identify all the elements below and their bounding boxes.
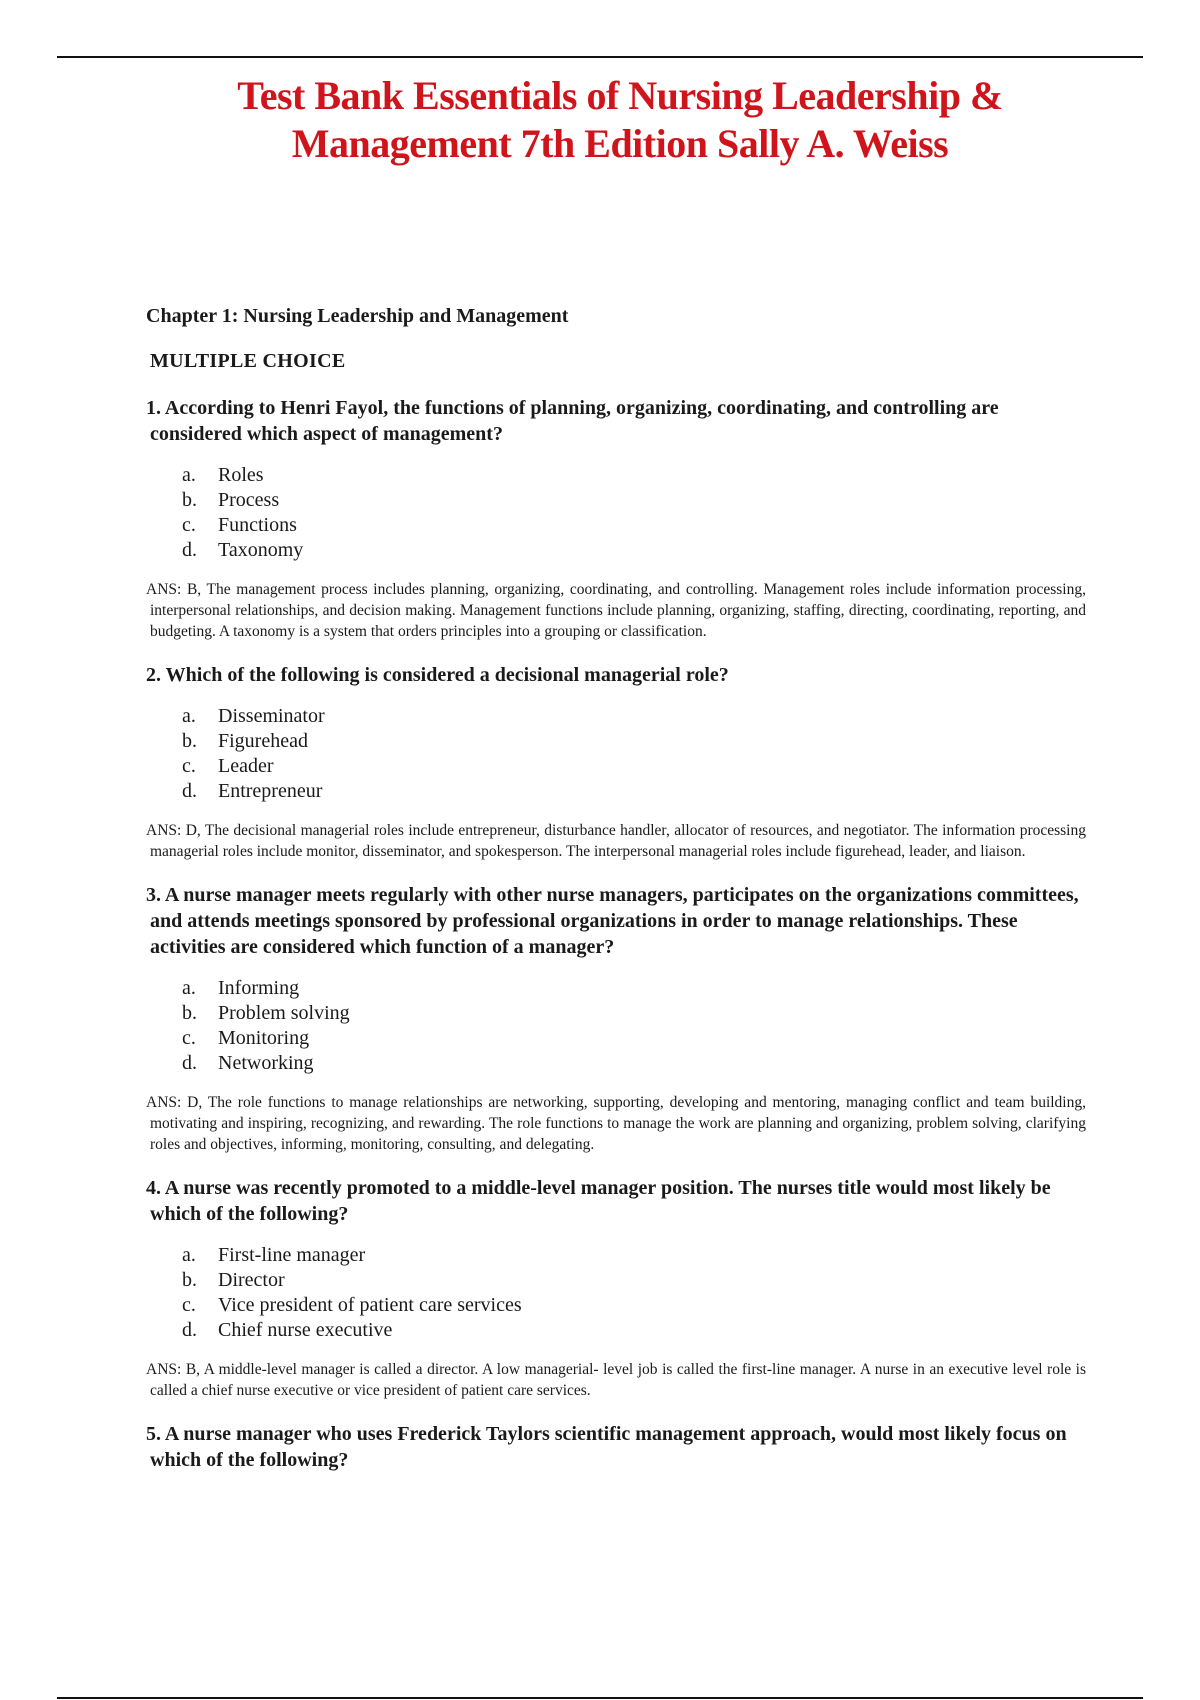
- option-a: [182, 1243, 1086, 1268]
- option-b: [182, 729, 1086, 754]
- option-a: [182, 704, 1086, 729]
- option-text: Taxonomy: [218, 539, 304, 561]
- option-letter: c.: [182, 1027, 196, 1049]
- option-c: [182, 754, 1086, 779]
- option-text: Roles: [218, 464, 264, 486]
- question-5: [146, 1421, 1086, 1473]
- option-d: [182, 779, 1086, 804]
- question-3: [146, 882, 1086, 1155]
- option-b: [182, 1268, 1086, 1293]
- option-b: [182, 1001, 1086, 1026]
- option-letter: c.: [182, 1294, 196, 1316]
- answer-options: [182, 976, 1086, 1076]
- option-letter: a.: [182, 464, 196, 486]
- option-letter: d.: [182, 1052, 197, 1074]
- option-text: Problem solving: [218, 1002, 350, 1024]
- option-text: Informing: [218, 977, 300, 999]
- option-letter: a.: [182, 705, 196, 727]
- option-letter: b.: [182, 1002, 197, 1024]
- question-text: 2. Which of the following is considered a decisional managerial role?: [146, 664, 729, 686]
- answer-explanation: ANS: D, The decisional managerial roles include entrepreneur, disturbance handler, allocator of resources, and negotiator. The information processing managerial roles include monitor, disseminator, and spokesperson. The interpersonal managerial roles include figurehead, leader, and liaison.: [146, 822, 1086, 860]
- option-d: [182, 1318, 1086, 1343]
- answer-explanation: ANS: B, The management process includes planning, organizing, coordinating, and controlling. Management roles include information processing, interpersonal relationships, and decision making. Management functions include planning, organizing, staffing, directing, coordinating, reporting, and budgeting. A taxonomy is a system that orders principles into a grouping or classification.: [146, 581, 1086, 640]
- option-letter: b.: [182, 489, 197, 511]
- answer-explanation: ANS: B, A middle-level manager is called a director. A low managerial- level job is called the first-line manager. A nurse in an executive level role is called a chief nurse executive or vice president of patient care services.: [146, 1361, 1086, 1399]
- option-letter: b.: [182, 1269, 197, 1291]
- option-letter: d.: [182, 780, 197, 802]
- top-rule: [57, 56, 1143, 58]
- answer-options: [182, 704, 1086, 804]
- option-text: Disseminator: [218, 705, 325, 727]
- document-body: [146, 305, 1086, 1493]
- option-text: Functions: [218, 514, 297, 536]
- option-c: [182, 513, 1086, 538]
- answer-options: [182, 1243, 1086, 1343]
- option-text: Monitoring: [218, 1027, 310, 1049]
- option-letter: b.: [182, 730, 197, 752]
- option-text: Process: [218, 489, 280, 511]
- option-letter: a.: [182, 977, 196, 999]
- option-c: [182, 1293, 1086, 1318]
- answer-explanation: ANS: D, The role functions to manage relationships are networking, supporting, developing and mentoring, managing conflict and team building, motivating and inspiring, recognizing, and rewarding. The role functions to manage the work are planning and organizing, problem solving, clarifying roles and objectives, informing, monitoring, consulting, and delegating.: [146, 1094, 1086, 1153]
- question-1: [146, 395, 1086, 642]
- question-2: [146, 662, 1086, 862]
- chapter-heading: Chapter 1: Nursing Leadership and Management: [146, 305, 569, 327]
- bottom-rule: [57, 1697, 1143, 1699]
- option-c: [182, 1026, 1086, 1051]
- option-letter: d.: [182, 1319, 197, 1341]
- question-text: 4. A nurse was recently promoted to a middle-level manager position. The nurses title would most likely be which of the following?: [146, 1177, 1051, 1225]
- option-a: [182, 976, 1086, 1001]
- option-a: [182, 463, 1086, 488]
- option-text: Chief nurse executive: [218, 1319, 393, 1341]
- question-text: 3. A nurse manager meets regularly with other nurse managers, participates on the organizations committees, and attends meetings sponsored by professional organizations in order to manage relationships. These activities are considered which function of a manager?: [146, 884, 1079, 958]
- question-4: [146, 1175, 1086, 1401]
- option-letter: a.: [182, 1244, 196, 1266]
- option-letter: c.: [182, 755, 196, 777]
- option-text: Entrepreneur: [218, 780, 323, 802]
- option-text: Vice president of patient care services: [218, 1294, 522, 1316]
- option-text: Leader: [218, 755, 274, 777]
- document-title: Test Bank Essentials of Nursing Leadership & Management 7th Edition Sally A. Weiss: [237, 73, 1003, 166]
- section-heading: MULTIPLE CHOICE: [150, 350, 346, 372]
- question-text: 1. According to Henri Fayol, the functions of planning, organizing, coordinating, and controlling are considered which aspect of management?: [146, 397, 999, 445]
- answer-options: [182, 463, 1086, 563]
- question-text: 5. A nurse manager who uses Frederick Taylors scientific management approach, would most likely focus on which of the following?: [146, 1423, 1067, 1471]
- option-letter: c.: [182, 514, 196, 536]
- option-d: [182, 538, 1086, 563]
- option-text: Figurehead: [218, 730, 308, 752]
- option-b: [182, 488, 1086, 513]
- option-text: First-line manager: [218, 1244, 366, 1266]
- option-text: Director: [218, 1269, 285, 1291]
- option-text: Networking: [218, 1052, 314, 1074]
- option-letter: d.: [182, 539, 197, 561]
- option-d: [182, 1051, 1086, 1076]
